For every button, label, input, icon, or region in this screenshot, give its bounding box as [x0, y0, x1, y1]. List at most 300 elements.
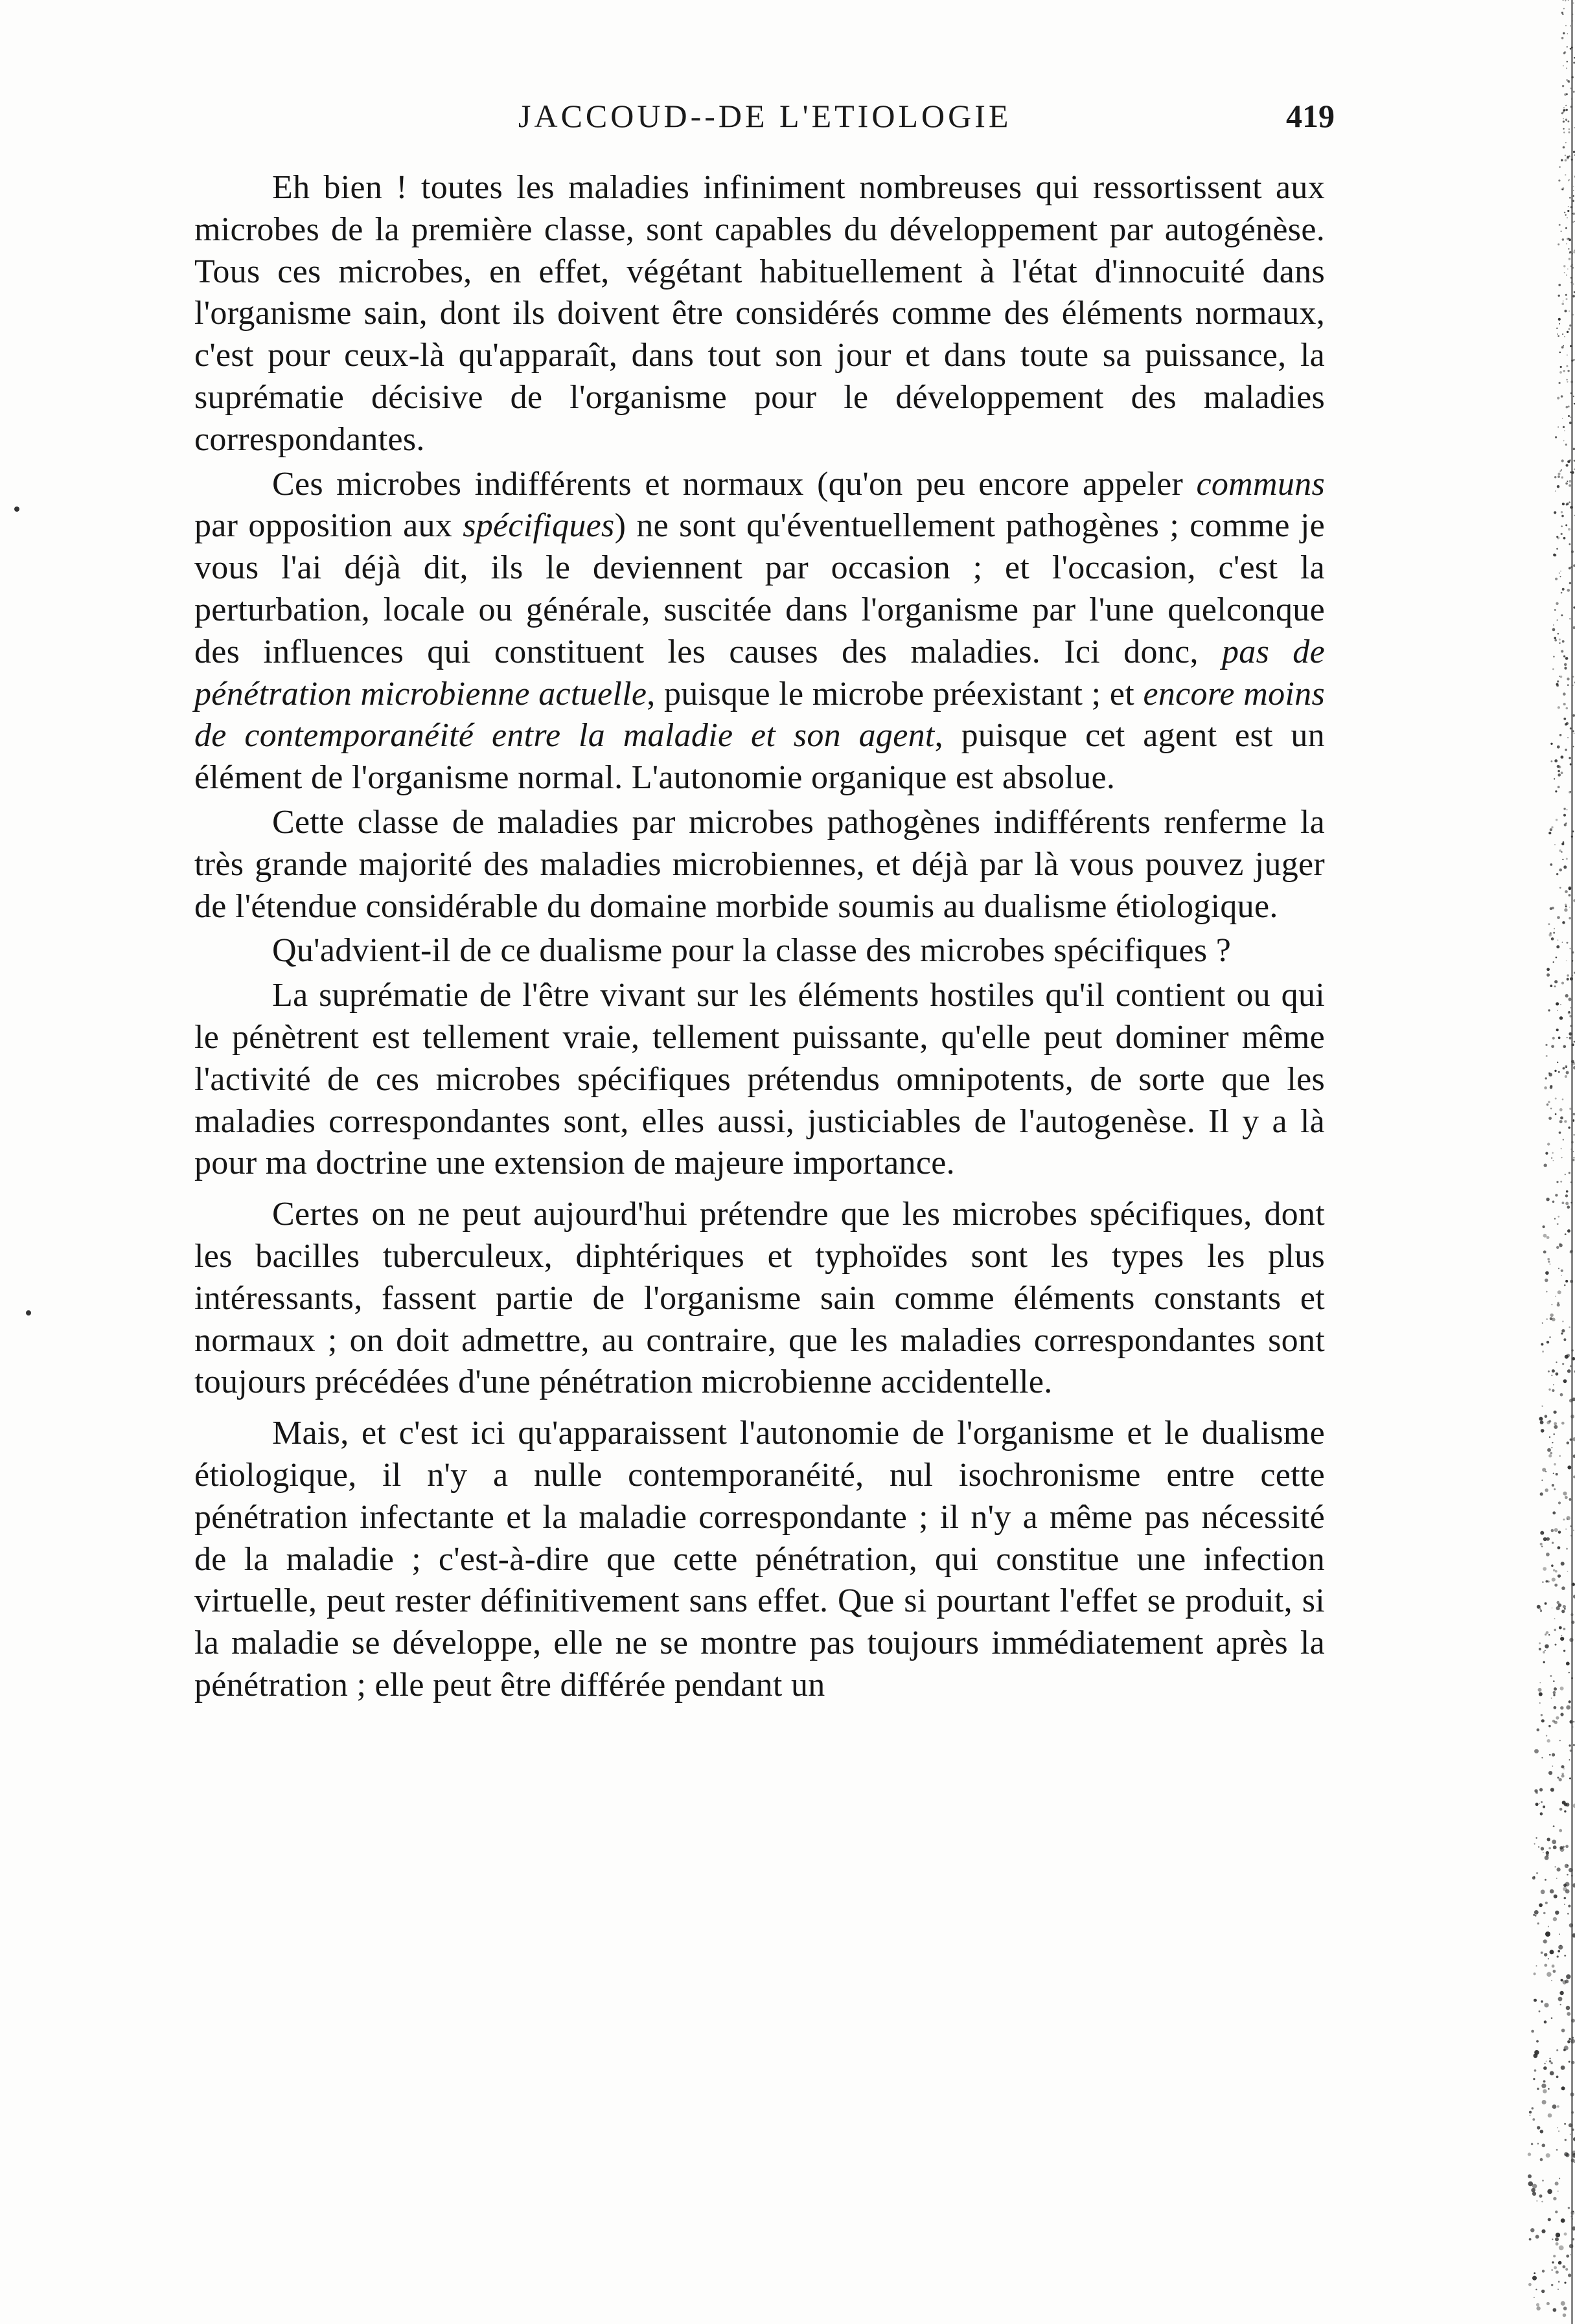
- edge-speck: [1559, 1626, 1562, 1630]
- edge-speck: [1565, 994, 1569, 997]
- edge-speck: [1552, 1389, 1554, 1392]
- edge-speck: [1554, 609, 1556, 611]
- edge-speck: [1570, 2134, 1571, 2135]
- edge-speck: [1566, 406, 1569, 409]
- edge-speck: [1548, 1389, 1550, 1391]
- edge-speck: [1552, 1152, 1554, 1154]
- paragraph-4: [194, 930, 1325, 972]
- edge-speck: [1557, 334, 1558, 335]
- edge-speck: [1569, 459, 1571, 461]
- edge-speck: [1560, 576, 1561, 577]
- edge-speck: [1561, 346, 1564, 348]
- edge-speck: [1551, 826, 1553, 828]
- text-run: La suprématie de l'être vivant sur les éléments hostiles qu'il contient ou qui le pénètrent est tellement vraie, tellement puissante, qu'elle peut dominer même l'activité de ces microbes spécifiques prétendus omnipotents, de sorte que les maladies correspondantes sont, elles aussi, justiciables de l'autogenèse. Il y a là pour ma doctrine une extension de majeure importance.: [194, 977, 1325, 1182]
- edge-speck: [1552, 1542, 1554, 1544]
- edge-speck: [1545, 1650, 1546, 1651]
- edge-speck: [1555, 1866, 1556, 1867]
- edge-speck: [1563, 1519, 1565, 1521]
- edge-speck: [1554, 554, 1556, 556]
- edge-speck: [1557, 2105, 1559, 2108]
- edge-speck: [1561, 1610, 1565, 1613]
- text-run: par opposition aux: [194, 507, 463, 545]
- edge-speck: [1552, 2239, 1553, 2240]
- edge-speck: [1562, 85, 1564, 87]
- edge-speck: [1561, 159, 1563, 162]
- edge-speck: [1558, 473, 1561, 475]
- edge-speck: [1559, 1778, 1562, 1781]
- edge-speck: [1558, 1531, 1561, 1534]
- edge-speck: [1554, 928, 1555, 929]
- edge-speck: [1536, 1965, 1537, 1966]
- edge-speck: [1569, 1672, 1570, 1673]
- edge-speck: [1555, 436, 1557, 438]
- edge-speck: [1566, 464, 1569, 466]
- edge-speck: [1543, 2080, 1546, 2083]
- edge-speck: [1562, 334, 1563, 335]
- edge-speck: [1565, 174, 1566, 176]
- page-header: [194, 97, 1335, 142]
- edge-speck: [1532, 2192, 1536, 2196]
- edge-speck: [1553, 624, 1554, 626]
- edge-speck: [1566, 275, 1567, 276]
- edge-speck: [1554, 1422, 1557, 1426]
- edge-speck: [1569, 894, 1571, 896]
- edge-speck: [1563, 1628, 1566, 1630]
- edge-speck: [1554, 1687, 1557, 1691]
- edge-speck: [1563, 1768, 1565, 1770]
- edge-speck: [1563, 1884, 1567, 1887]
- edge-speck: [1541, 2290, 1545, 2293]
- edge-speck: [1543, 1567, 1546, 1571]
- edge-speck: [1563, 128, 1564, 130]
- edge-speck: [1549, 1754, 1551, 1756]
- edge-speck: [1553, 2197, 1556, 2200]
- edge-speck: [1531, 2030, 1534, 2033]
- edge-speck: [1561, 1275, 1563, 1277]
- edge-speck: [1564, 1120, 1567, 1122]
- edge-speck: [1569, 618, 1570, 619]
- edge-speck: [1558, 2130, 1559, 2132]
- edge-speck: [1559, 1120, 1563, 1123]
- edge-speck: [1557, 619, 1558, 621]
- edge-speck: [1544, 1164, 1547, 1167]
- edge-speck: [1559, 352, 1561, 354]
- edge-speck: [1556, 945, 1559, 948]
- edge-speck: [1563, 865, 1567, 869]
- edge-speck: [1558, 284, 1561, 286]
- edge-speck: [1553, 1970, 1556, 1973]
- edge-speck: [1548, 1926, 1549, 1927]
- edge-speck: [1557, 680, 1559, 682]
- edge-speck: [1565, 2153, 1569, 2157]
- edge-speck: [1555, 578, 1558, 580]
- edge-speck: [1567, 684, 1569, 686]
- edge-speck: [1545, 1488, 1548, 1492]
- edge-speck: [1568, 2273, 1571, 2277]
- edge-speck: [1567, 1369, 1571, 1373]
- edge-speck: [1541, 1479, 1543, 1481]
- edge-speck: [1547, 1448, 1551, 1452]
- edge-speck: [1541, 1545, 1543, 1547]
- edge-speck: [1549, 2058, 1551, 2060]
- edge-speck: [1543, 1651, 1545, 1654]
- edge-speck: [1554, 1706, 1557, 1709]
- edge-speck: [1556, 1361, 1557, 1363]
- edge-speck: [1563, 426, 1565, 428]
- edge-speck: [1558, 244, 1559, 245]
- edge-speck: [1537, 1728, 1540, 1731]
- edge-speck: [1573, 91, 1575, 93]
- edge-speck: [1540, 1492, 1543, 1496]
- edge-speck: [1559, 166, 1561, 168]
- edge-speck: [1565, 1845, 1569, 1848]
- edge-speck: [1561, 1979, 1563, 1981]
- edge-speck: [1542, 1581, 1544, 1583]
- edge-speck: [1549, 2060, 1552, 2063]
- edge-speck: [1541, 1847, 1544, 1851]
- edge-speck: [1547, 1143, 1550, 1145]
- edge-speck: [1543, 1806, 1545, 1808]
- edge-speck: [1567, 2012, 1570, 2016]
- edge-speck: [1563, 65, 1564, 67]
- edge-speck: [1546, 1318, 1548, 1319]
- edge-speck: [1567, 678, 1569, 680]
- edge-speck: [1548, 1260, 1550, 1262]
- edge-speck: [1558, 1575, 1561, 1578]
- paragraph-1: [194, 167, 1325, 461]
- running-title: JACCOUD--DE L'ETIOLOGIE: [518, 98, 1012, 134]
- edge-speck: [1556, 1473, 1558, 1475]
- edge-speck: [1534, 1999, 1537, 2002]
- edge-speck: [1536, 2200, 1537, 2202]
- edge-speck: [1555, 1194, 1558, 1196]
- edge-speck: [1551, 1564, 1554, 1567]
- edge-speck: [1569, 197, 1571, 199]
- edge-speck: [1552, 1317, 1556, 1321]
- edge-speck: [1551, 760, 1553, 762]
- edge-speck: [1567, 809, 1568, 810]
- edge-speck: [1532, 1876, 1535, 1880]
- edge-speck: [1551, 2017, 1553, 2019]
- edge-speck: [1558, 1501, 1561, 1504]
- edge-speck: [1569, 1700, 1571, 1703]
- edge-speck: [1559, 643, 1561, 644]
- edge-speck: [1561, 37, 1564, 40]
- edge-speck: [1561, 982, 1564, 985]
- edge-speck: [1563, 107, 1565, 108]
- edge-speck: [1546, 1341, 1549, 1343]
- edge-line: [1571, 0, 1573, 2324]
- edge-speck: [1529, 2238, 1532, 2240]
- edge-speck: [1569, 131, 1570, 133]
- edge-speck: [1556, 2233, 1560, 2237]
- edge-speck: [1552, 1766, 1554, 1767]
- edge-speck: [1564, 1897, 1567, 1900]
- edge-speck: [1568, 415, 1570, 417]
- edge-speck: [1559, 849, 1561, 852]
- edge-speck: [1558, 706, 1560, 709]
- edge-speck: [1561, 1562, 1565, 1566]
- edge-speck: [1564, 336, 1565, 337]
- edge-speck: [1563, 32, 1565, 34]
- edge-speck: [1541, 1719, 1545, 1722]
- edge-speck: [1563, 1139, 1564, 1141]
- edge-speck: [1557, 1062, 1558, 1063]
- edge-speck: [1559, 371, 1562, 374]
- edge-speck: [1552, 1447, 1553, 1448]
- edge-speck: [1554, 1463, 1556, 1466]
- page-edge-shadow: [1517, 0, 1575, 2324]
- edge-speck: [1569, 328, 1570, 330]
- edge-speck: [1570, 25, 1571, 27]
- edge-speck: [1567, 1037, 1568, 1038]
- edge-speck: [1549, 1336, 1550, 1338]
- edge-speck: [1569, 1744, 1570, 1746]
- edge-speck: [1563, 118, 1564, 119]
- edge-speck: [1550, 1675, 1552, 1677]
- edge-speck: [1556, 2149, 1558, 2151]
- edge-speck: [1569, 1777, 1571, 1779]
- edge-speck: [1564, 1608, 1566, 1610]
- edge-speck: [1557, 1223, 1559, 1225]
- edge-speck: [1531, 2188, 1535, 2193]
- edge-speck: [1567, 61, 1569, 63]
- edge-speck: [1561, 469, 1562, 470]
- edge-speck: [1555, 2237, 1559, 2241]
- edge-speck: [1565, 890, 1568, 893]
- edge-speck: [1558, 1268, 1559, 1269]
- edge-speck: [1555, 1113, 1557, 1115]
- edge-speck: [1569, 1759, 1570, 1760]
- edge-speck: [1563, 370, 1565, 372]
- edge-speck: [1558, 475, 1560, 478]
- edge-speck: [1562, 1099, 1564, 1100]
- edge-speck: [1567, 1571, 1569, 1573]
- edge-speck: [1543, 2089, 1546, 2093]
- edge-speck: [1532, 2107, 1534, 2110]
- edge-speck: [1567, 331, 1569, 333]
- edge-speck: [1538, 1846, 1539, 1847]
- edge-speck: [1533, 1914, 1535, 1916]
- edge-speck: [1534, 2069, 1537, 2072]
- edge-speck: [1542, 2270, 1545, 2272]
- edge-speck: [1563, 655, 1565, 657]
- edge-speck: [1560, 1706, 1563, 1709]
- edge-speck: [1553, 1825, 1555, 1827]
- edge-speck: [1568, 1011, 1570, 1013]
- edge-speck: [1546, 1055, 1548, 1057]
- edge-speck: [1570, 948, 1571, 949]
- edge-speck: [1550, 1314, 1554, 1317]
- edge-speck: [1563, 537, 1566, 540]
- edge-speck: [1541, 1952, 1543, 1954]
- edge-speck: [1562, 503, 1565, 505]
- edge-speck: [1528, 2283, 1532, 2286]
- edge-speck: [1562, 1202, 1565, 1204]
- edge-speck: [1537, 2126, 1540, 2129]
- edge-speck: [1542, 2100, 1546, 2104]
- edge-speck: [1565, 2268, 1568, 2271]
- edge-speck: [1562, 921, 1565, 924]
- edge-speck: [1555, 490, 1556, 492]
- edge-speck: [1569, 258, 1571, 260]
- edge-speck: [1539, 1788, 1543, 1792]
- edge-speck: [1529, 2111, 1532, 2113]
- edge-speck: [1569, 2061, 1570, 2063]
- edge-speck: [1568, 405, 1570, 407]
- edge-speck: [1543, 1234, 1547, 1238]
- edge-speck: [1567, 1229, 1570, 1233]
- edge-speck: [1530, 2115, 1531, 2116]
- edge-speck: [1546, 1553, 1550, 1556]
- edge-speck: [1567, 210, 1569, 212]
- edge-speck: [1559, 1740, 1561, 1741]
- edge-speck: [1551, 1529, 1554, 1532]
- edge-speck: [1566, 244, 1567, 245]
- italic-phrase: pas de pénétration microbienne actuelle: [194, 633, 1325, 712]
- edge-speck: [1554, 1411, 1557, 1414]
- edge-speck: [1559, 573, 1560, 574]
- edge-speck: [1565, 1065, 1568, 1067]
- edge-speck: [1565, 105, 1567, 106]
- edge-speck: [1555, 1644, 1557, 1646]
- edge-speck: [1552, 1720, 1555, 1722]
- edge-speck: [1563, 301, 1564, 302]
- edge-speck: [1563, 146, 1565, 149]
- italic-phrase: communs: [1196, 465, 1325, 503]
- edge-speck: [1561, 1270, 1563, 1272]
- edge-speck: [1548, 1009, 1550, 1011]
- edge-speck: [1556, 1606, 1560, 1610]
- edge-speck: [1558, 2191, 1559, 2192]
- edge-speck: [1543, 1939, 1547, 1943]
- edge-speck: [1568, 1905, 1570, 1908]
- edge-speck: [1556, 2076, 1559, 2079]
- edge-speck: [1552, 1965, 1555, 1968]
- edge-speck: [1548, 1771, 1552, 1775]
- edge-speck: [1535, 1803, 1539, 1806]
- edge-speck: [1567, 942, 1569, 944]
- edge-speck: [1565, 906, 1567, 907]
- edge-speck: [1553, 2308, 1557, 2312]
- edge-speck: [1567, 978, 1569, 981]
- edge-speck: [1557, 2127, 1558, 2128]
- edge-speck: [1556, 957, 1558, 959]
- edge-speck: [1558, 426, 1559, 427]
- edge-speck: [1564, 823, 1567, 826]
- edge-speck: [1535, 2235, 1539, 2239]
- edge-speck: [1541, 2201, 1543, 2203]
- edge-speck: [1534, 1789, 1537, 1792]
- edge-speck: [1567, 481, 1568, 482]
- edge-speck: [1540, 1531, 1544, 1535]
- edge-speck: [1548, 923, 1550, 925]
- edge-speck: [1536, 2307, 1540, 2310]
- edge-speck: [1561, 2218, 1565, 2223]
- edge-speck: [1567, 1442, 1569, 1444]
- edge-speck: [1568, 206, 1569, 207]
- edge-speck: [1565, 214, 1567, 216]
- edge-speck: [1539, 1702, 1541, 1703]
- edge-speck: [1561, 533, 1563, 535]
- edge-speck: [1540, 2130, 1544, 2134]
- paragraph-7: [194, 1413, 1325, 1707]
- edge-speck: [1562, 588, 1565, 591]
- edge-speck: [1550, 932, 1552, 934]
- edge-speck: [1558, 1997, 1563, 2001]
- edge-speck: [1561, 1586, 1565, 1590]
- edge-speck: [1565, 294, 1567, 296]
- edge-speck: [1564, 430, 1565, 431]
- text-run: Eh bien ! toutes les maladies infiniment nombreuses qui ressortissent aux microbes de la première classe, sont capables du développement par autogénèse. Tous ces microbes, en effet, végétant habituellement à l'état d'innocuité dans l'organisme sain, dont ils doivent être considérés comme des éléments normaux, c'est pour ceux-là qu'apparaît, dans tout son jour et dans toute sa puissance, la suprématie décisive de l'organisme pour le développement des maladies correspondantes.: [194, 169, 1325, 458]
- edge-speck: [1528, 2174, 1532, 2178]
- edge-speck: [1563, 8, 1565, 9]
- edge-speck: [1541, 1889, 1545, 1894]
- edge-speck: [1566, 858, 1568, 860]
- edge-speck: [1567, 33, 1569, 34]
- edge-speck: [1561, 1765, 1565, 1768]
- edge-speck: [1557, 916, 1560, 919]
- edge-speck: [1561, 756, 1564, 759]
- text-run: Certes on ne peut aujourd'hui prétendre que les microbes spécifiques, dont les bacilles tuberculeux, diphtériques et typhoïdes sont les types les plus intéressants, fassent partie de l'organisme sain comme éléments constants et normaux ; on doit admettre, au contraire, que les maladies correspondantes sont toujours précédées d'une pénétration microbienne accidentelle.: [194, 1196, 1325, 1401]
- edge-speck: [1556, 819, 1558, 821]
- edge-speck: [1567, 974, 1569, 977]
- edge-speck: [1553, 2255, 1556, 2257]
- edge-speck: [1552, 668, 1554, 670]
- edge-speck: [1554, 1629, 1556, 1632]
- edge-speck: [1564, 1904, 1565, 1905]
- edge-speck: [1566, 961, 1567, 962]
- edge-speck: [1561, 650, 1563, 653]
- edge-speck: [1560, 1117, 1563, 1120]
- edge-speck: [1545, 1152, 1548, 1155]
- edge-speck: [1569, 310, 1570, 312]
- edge-speck: [1538, 1688, 1542, 1692]
- edge-speck: [1562, 418, 1563, 419]
- edge-speck: [1540, 2158, 1543, 2161]
- edge-speck: [1567, 589, 1570, 592]
- edge-speck: [1545, 1271, 1549, 1275]
- edge-speck: [1550, 743, 1552, 745]
- edge-speck: [1547, 1580, 1549, 1582]
- edge-speck: [1569, 907, 1570, 908]
- edge-speck: [1563, 718, 1566, 720]
- edge-speck: [1554, 476, 1556, 478]
- edge-speck: [1552, 1608, 1553, 1609]
- edge-speck: [1536, 1872, 1538, 1874]
- edge-speck: [1549, 1264, 1550, 1265]
- edge-speck: [1564, 2123, 1566, 2125]
- edge-speck: [1566, 365, 1568, 367]
- edge-speck: [1559, 1243, 1561, 1246]
- edge-speck: [1563, 440, 1565, 442]
- edge-speck: [1558, 1290, 1561, 1294]
- edge-speck: [1558, 335, 1559, 337]
- edge-speck: [1534, 2050, 1539, 2055]
- edge-speck: [1544, 2020, 1547, 2023]
- edge-speck: [1553, 1160, 1554, 1161]
- edge-speck: [1565, 1233, 1567, 1235]
- edge-speck: [1565, 1202, 1569, 1205]
- edge-speck: [1563, 131, 1565, 133]
- edge-speck: [1552, 1753, 1555, 1757]
- edge-speck: [1553, 1917, 1557, 1921]
- edge-speck: [1535, 2289, 1537, 2290]
- edge-speck: [1550, 1452, 1553, 1455]
- edge-speck: [1556, 2049, 1558, 2051]
- edge-speck: [1551, 2269, 1553, 2271]
- page-number: 419: [1286, 98, 1335, 134]
